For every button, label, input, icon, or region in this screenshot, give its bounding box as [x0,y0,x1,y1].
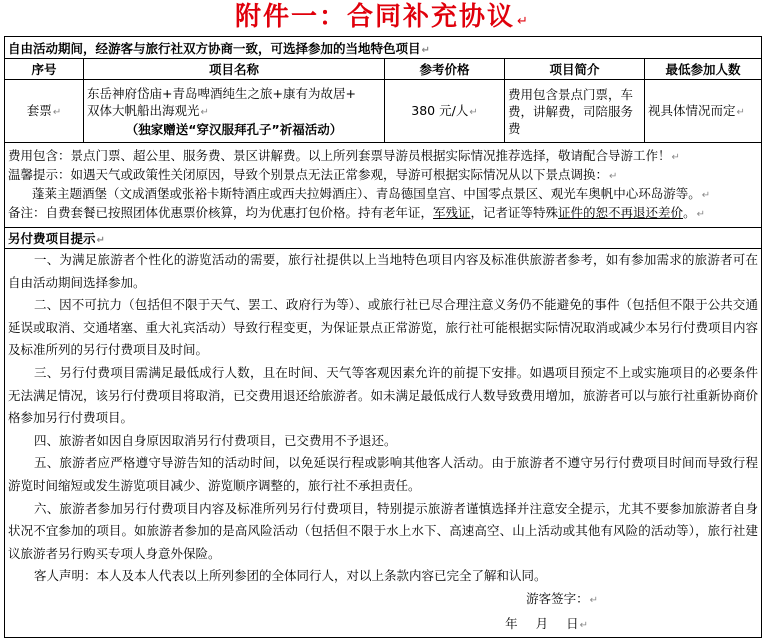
table-row [5,80,762,143]
header-name: 项目名称 [84,59,385,80]
agreement-table [4,36,762,638]
notes-cell [5,143,762,228]
item-min: 视具体情况而定↵ [645,80,762,143]
notes-row [5,143,762,228]
term-paragraph: 三、另行付费项目需满足最低成行人数，且在时间、天气等客观因素允许的前提下安排。如遇项目预定不上或实施项目的必要条件无法满足情况，该另行付费项目将取消，已交费用退还给旅游者。如未满足最低成行人数导致费用增加，旅游者可以与旅行社重新协商价格参加另行付费项目。 [8,364,759,426]
date-line: 年 月 日↵ [505,615,588,631]
header-min: 最低参加人数 [645,59,762,80]
header-desc: 项目简介 [505,59,645,80]
term-paragraph: 五、旅游者应严格遵守导游告知的活动时间，以免延误行程或影响其他客人活动。由于旅游者不遵守另行付费项目时间而导致行程游览时间缩短或发生游览项目减少、游览顺序调整的，旅行社不承担责任。 [8,455,758,493]
item-gift: （独家赠送“穿汉服拜孔子”祈福活动） [125,121,343,137]
notes-fee-include: 费用包含：景点门票、超公里、服务费、景区讲解费。以上所列套票导游员根据实际情况推荐选择，敬请配合导游工作！↵ [8,148,680,163]
item-desc: 费用包含景点门票，车费，讲解费，司陪服务费 [505,80,645,143]
term-paragraph: 四、旅游者如因自身原因取消另行付费项目，已交费用不予退还。 [34,432,397,448]
item-no: 套票↵ [5,80,84,143]
item-price: 380 元/人↵ [385,80,505,143]
section-title: 另付费项目提示↵ [5,228,762,249]
item-name: 东岳神府岱庙+青岛啤酒纯生之旅+康有为故居+ 双体大帆船出海观光↵ （独家赠送“穿汉服拜孔子”祈福活动） [84,80,385,143]
notes-tip: 温馨提示：如遇天气或政策性关闭原因，导致个别景点无法正常参观，导游可根据实际情况从以下景点调换：↵ [8,167,618,182]
term-paragraph: 二、因不可抗力（包括但不限于天气、罢工、政府行为等）、或旅行社已尽合理注意义务仍不能避免的事件（包括但不限于公共交通延误或取消、交通堵塞、重大礼宾活动）导致行程变更，为保证景点正常游览，旅行社可能根据实际情况取消或减少本另行付费项目内容及标准所列的另行付费项目及时间。 [8,297,759,358]
terms-row [5,249,762,638]
notes-alternatives: 蓬莱主题酒堡（文成酒堡或张裕卡斯特酒庄或西夫拉姆酒庄）、青岛德国皇宫、中国零点景区、观光车奥帆中心环岛游等。↵ [32,186,711,201]
header-row [5,59,762,80]
intro-text: 自由活动期间，经游客与旅行社双方协商一致，可选择参加的当地特色项目↵ [5,37,762,59]
terms-cell [5,249,762,638]
notes-remark: 备注：自费套餐已按照团体优惠票价核算，均为优惠打包价格。持有老年证，军残证，记者证等特殊证件的恕不再退还差价。↵ [8,205,705,220]
document-title: 附件一：合同补充协议 ↵ [235,2,530,32]
header-price: 参考价格 [385,59,505,80]
term-paragraph: 六、旅游者参加另行付费项目内容及标准所列另行付费项目，特别提示旅游者谨慎选择并注意安全提示，尤其不要参加旅游者自身状况不宜参加的项目。如旅游者参加的是高风险活动（包括但不限于水上水下、高速高空、山上活动或其他有风险的活动等），旅行社建议旅游者另行购买专项人身意外保险。 [8,500,758,561]
intro-row [5,37,762,59]
term-paragraph: 一、为满足旅游者个性化的游览活动的需要，旅行社提供以上当地特色项目内容及标准供旅游者参考，如有参加需求的旅游者可在自由活动期间选择参加。 [8,252,758,290]
customer-declaration: 客人声明：本人及本人代表以上所列参团的全体同行人，对以上条款内容已完全了解和认同。 [34,568,547,584]
section-row [5,228,762,249]
header-no: 序号 [5,59,84,80]
signature-line: 游客签字：↵ [526,590,598,606]
